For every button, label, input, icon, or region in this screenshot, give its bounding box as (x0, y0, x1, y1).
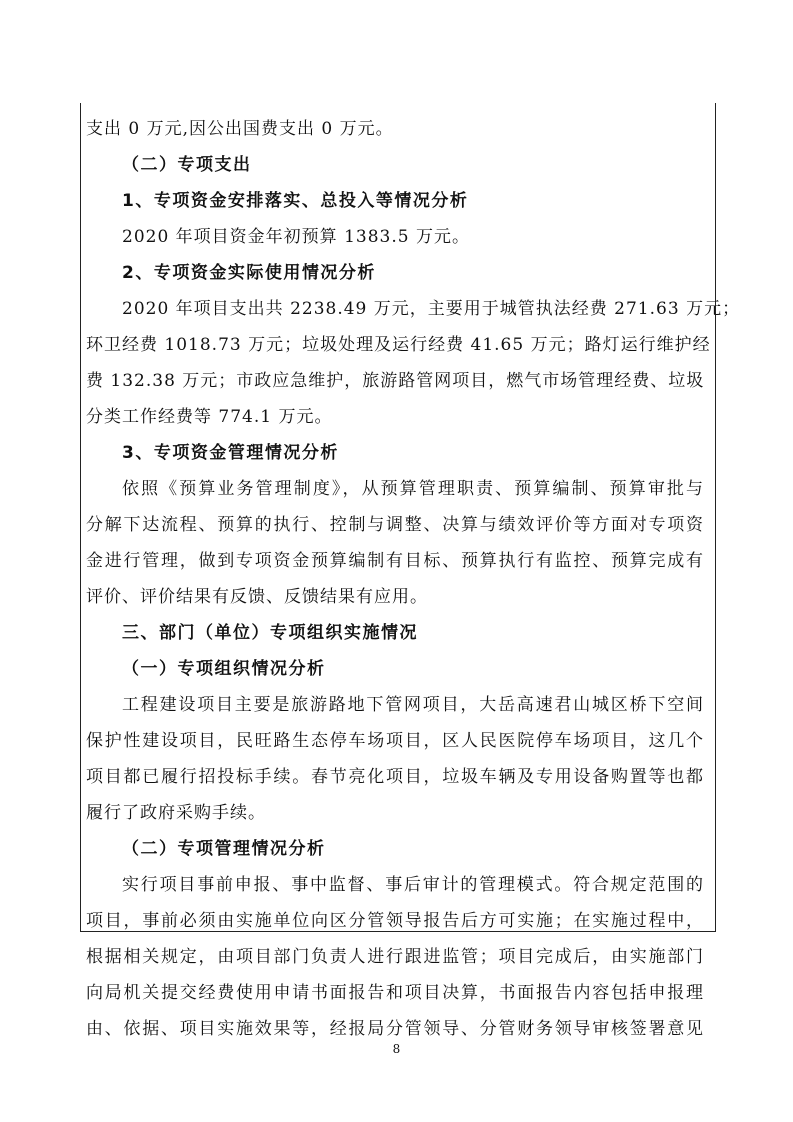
text-line: 依照《预算业务管理制度》，从预算管理职责、预算编制、预算审批与 (122, 479, 704, 499)
subsection-heading: 1、专项资金安排落实、总投入等情况分析 (122, 191, 469, 211)
subsection-heading: 3、专项资金管理情况分析 (122, 443, 339, 463)
subsection-heading: 2、专项资金实际使用情况分析 (122, 263, 376, 283)
text-line: 环卫经费 1018.73 万元；垃圾处理及运行经费 41.65 万元；路灯运行维护经 (86, 335, 711, 355)
text-line: 费 132.38 万元；市政应急维护，旅游路管网项目，燃气市场管理经费、垃圾 (86, 371, 705, 391)
section-heading: 三、部门（单位）专项组织实施情况 (122, 623, 418, 643)
subsection-heading: （二）专项管理情况分析 (122, 839, 326, 859)
text-line: 评价、评价结果有反馈、反馈结果有应用。 (86, 587, 428, 607)
text-line: 分解下达流程、预算的执行、控制与调整、决算与绩效评价等方面对专项资 (86, 515, 704, 535)
text-line: 分类工作经费等 774.1 万元。 (86, 407, 333, 427)
text-line: 根据相关规定，由项目部门负责人进行跟进监管；项目完成后，由实施部门 (86, 947, 704, 967)
text-line: 支出 0 万元,因公出国费支出 0 万元。 (86, 119, 394, 139)
text-line: 履行了政府采购手续。 (86, 803, 266, 823)
text-line: 项目，事前必须由实施单位向区分管领导报告后方可实施；在实施过程中， (86, 911, 704, 931)
subsection-heading: （一）专项组织情况分析 (122, 659, 326, 679)
text-line: 向局机关提交经费使用申请书面报告和项目决算，书面报告内容包括申报理 (86, 983, 704, 1003)
text-line: 金进行管理，做到专项资金预算编制有目标、预算执行有监控、预算完成有 (86, 551, 704, 571)
text-line: 由、依据、项目实施效果等，经报局分管领导、分管财务领导审核签署意见 (86, 1019, 704, 1039)
text-line: 2020 年项目资金年初预算 1383.5 万元。 (122, 227, 470, 247)
text-line: 实行项目事前申报、事中监督、事后审计的管理模式。符合规定范围的 (122, 875, 704, 895)
page-number: 8 (392, 1042, 401, 1056)
text-line: 工程建设项目主要是旅游路地下管网项目，大岳高速君山城区桥下空间 (122, 695, 704, 715)
text-line: 保护性建设项目，民旺路生态停车场项目，区人民医院停车场项目，这几个 (86, 731, 704, 751)
text-line: 项目都已履行招投标手续。春节亮化项目，垃圾车辆及专用设备购置等也都 (86, 767, 704, 787)
subsection-heading: （二）专项支出 (122, 155, 252, 175)
text-line: 2020 年项目支出共 2238.49 万元，主要用于城管执法经费 271.63 万元； (122, 299, 741, 319)
